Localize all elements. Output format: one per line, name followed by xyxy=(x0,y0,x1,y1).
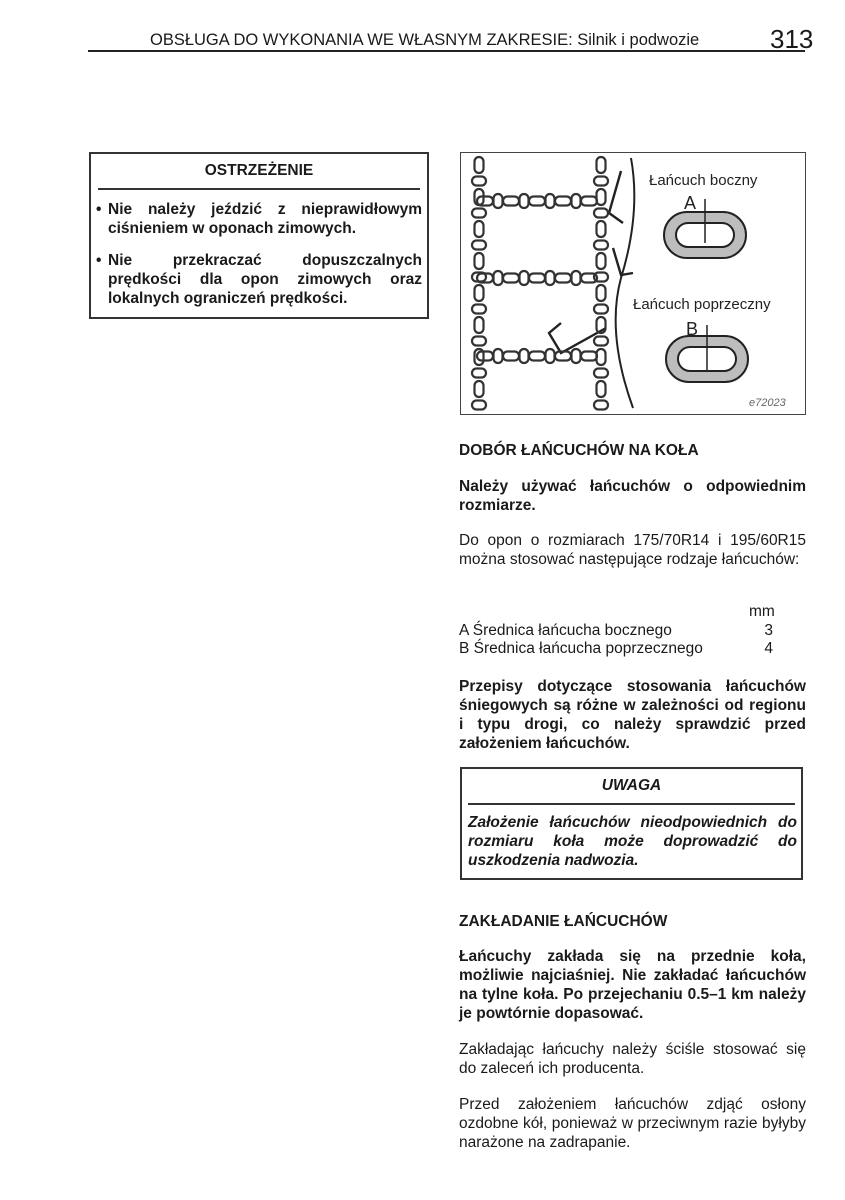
side-chain-segment xyxy=(597,157,606,173)
chain-illustration xyxy=(461,153,807,416)
cross-chain-segment xyxy=(520,271,529,285)
section-heading-selection: DOBÓR ŁAŃCUCHÓW NA KOŁA xyxy=(459,442,699,459)
chain-figure xyxy=(460,152,806,415)
cross-chain-segment xyxy=(572,194,581,208)
cross-chain-segment xyxy=(477,197,493,206)
warning-item-text: Nie przekraczać dopuszczalnych prędkości dla opon zimowych oraz lokalnych ograniczeń prędkości. xyxy=(108,252,422,307)
side-chain-link xyxy=(664,199,746,258)
side-chain-segment xyxy=(597,253,606,269)
side-chain-segment xyxy=(472,305,486,314)
cross-chain-segment xyxy=(546,194,555,208)
figure-code: e72023 xyxy=(749,397,786,409)
warning-item-text: Nie należy jeździć z nieprawidłowym ciśnieniem w oponach zimowych. xyxy=(108,201,422,237)
tire-sizes-para: Do opon o rozmiarach 175/70R14 i 195/60R15 można stosować następujące rodzaje łańcuchów: xyxy=(459,532,806,568)
side-chain-segment xyxy=(475,253,484,269)
hubcap-para: Przed założeniem łańcuchów zdjąć osłony ozdobne kół, ponieważ w przeciwnym razie byłyby narażone na zadrapanie. xyxy=(459,1096,806,1151)
warning-item xyxy=(96,200,422,238)
page-number: 313 xyxy=(770,24,814,54)
side-chain-segment xyxy=(594,337,608,346)
bullet-icon: • xyxy=(96,201,102,218)
side-chain-segment xyxy=(594,177,608,186)
cross-chain-segment xyxy=(555,274,571,283)
side-chain-label: Łańcuch boczny xyxy=(649,172,758,189)
side-chain-segment xyxy=(594,369,608,378)
cross-chain-segment xyxy=(546,271,555,285)
cross-chain-segment xyxy=(520,349,529,363)
caution-box xyxy=(460,767,803,880)
side-chain-segment xyxy=(475,221,484,237)
spec-label: A Średnica łańcucha bocznego xyxy=(459,622,672,639)
regulations-note: Przepisy dotyczące stosowania łańcuchów śniegowych są różne w zależności od regionu i typu drogi, co należy sprawdzić przed założeniem łańcuchów. xyxy=(459,678,806,752)
side-chain-segment xyxy=(597,221,606,237)
cross-chain-segment xyxy=(581,352,597,361)
caution-text: Założenie łańcuchów nieodpowiednich do rozmiaru koła może doprowadzić do uszkodzenia nadwozia. xyxy=(468,814,797,869)
side-chain-segment xyxy=(472,177,486,186)
side-chain-segment xyxy=(472,209,486,218)
cross-chain-segment xyxy=(477,352,493,361)
side-chain-segment xyxy=(472,369,486,378)
caution-title: UWAGA xyxy=(601,777,662,794)
side-chain-segment xyxy=(597,285,606,301)
cross-chain-segment xyxy=(520,194,529,208)
header-rule xyxy=(88,50,805,52)
spec-row xyxy=(459,640,806,659)
warning-divider xyxy=(98,188,420,190)
cross-chain-link xyxy=(666,325,748,382)
side-chain-segment xyxy=(475,381,484,397)
caution-divider xyxy=(468,803,795,805)
cross-chain-segment xyxy=(555,197,571,206)
manufacturer-para: Zakładając łańcuchy należy ściśle stosować się do zaleceń ich producenta. xyxy=(459,1041,806,1077)
cross-chain-segment xyxy=(494,194,503,208)
unit-label: mm xyxy=(749,603,775,620)
spec-value: 3 xyxy=(764,622,773,639)
spec-row xyxy=(459,622,806,641)
side-chain-segment xyxy=(594,209,608,218)
bullet-icon: • xyxy=(96,252,102,269)
side-chain-segment xyxy=(594,305,608,314)
cross-chain-label: Łańcuch poprzeczny xyxy=(633,296,771,313)
letter-b: B xyxy=(686,319,699,339)
cross-chain-segment xyxy=(581,197,597,206)
header-title: OBSŁUGA DO WYKONANIA WE WŁASNYM ZAKRESIE: Silnik i podwozie xyxy=(150,31,700,49)
warning-item xyxy=(96,251,422,308)
spec-value: 4 xyxy=(764,640,773,657)
warning-title: OSTRZEŻENIE xyxy=(204,162,314,179)
installation-note: Łańcuchy zakłada się na przednie koła, możliwie najciaśniej. Nie zakładać łańcuchów na tylne koła. Po przejechaniu 0.5–1 km należy je powtórnie dopasować. xyxy=(459,948,806,1022)
cross-chain-segment xyxy=(529,197,545,206)
cross-chain-segment xyxy=(494,349,503,363)
side-chain-segment xyxy=(475,317,484,333)
cross-chain-segment xyxy=(503,274,519,283)
side-chain-segment xyxy=(472,401,486,410)
cross-chain-segment xyxy=(503,352,519,361)
side-chain-segment xyxy=(475,157,484,173)
size-note: Należy używać łańcuchów o odpowiednim rozmiarze. xyxy=(459,478,806,514)
cross-chain-segment xyxy=(529,352,545,361)
spec-label: B Średnica łańcucha poprzecznego xyxy=(459,640,703,657)
cross-chain-segment xyxy=(529,274,545,283)
unit-row xyxy=(459,603,806,622)
cross-chain-segment xyxy=(546,349,555,363)
side-chain-segment xyxy=(472,337,486,346)
warning-box xyxy=(89,152,429,319)
side-chain-segment xyxy=(594,241,608,250)
cross-chain-segment xyxy=(572,349,581,363)
section-heading-installation: ZAKŁADANIE ŁAŃCUCHÓW xyxy=(459,913,668,930)
letter-a: A xyxy=(684,193,697,213)
cross-chain-segment xyxy=(494,271,503,285)
side-chain-segment xyxy=(475,285,484,301)
cross-chain-segment xyxy=(572,271,581,285)
cross-chain-segment xyxy=(503,197,519,206)
side-chain-segment xyxy=(594,401,608,410)
side-chain-segment xyxy=(472,241,486,250)
side-chain-segment xyxy=(597,381,606,397)
